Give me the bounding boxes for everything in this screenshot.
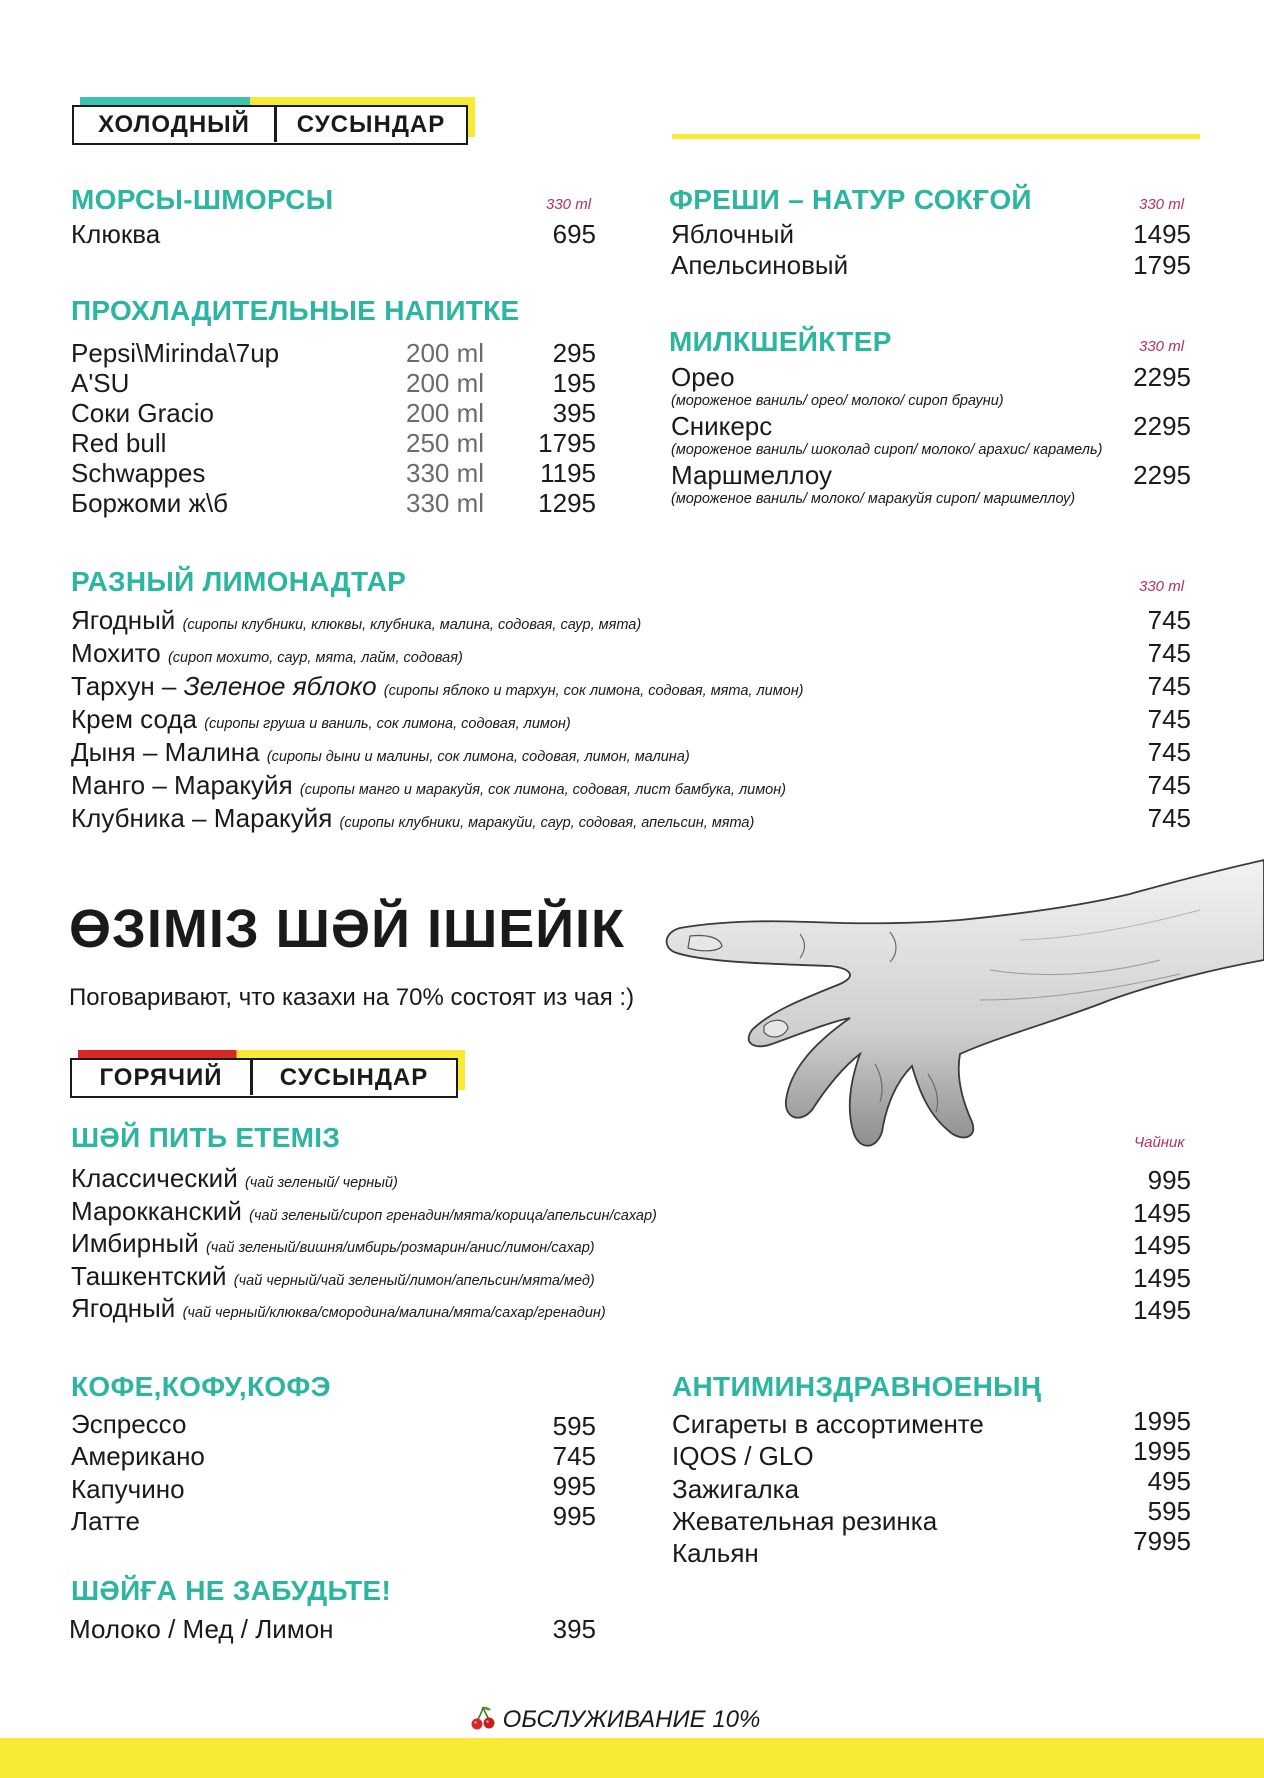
menu-item-price: 745 [1147,671,1191,701]
cold-drinks-label [72,97,476,157]
lemonade-row [71,737,690,772]
section-title-anti: АНТИМИНЗДРАВНОЕНЫҢ [672,1371,1042,1402]
menu-item-name: Мохито [71,638,161,668]
menu-item-volume: 330 ml [406,488,485,518]
menu-item-price: 745 [1147,704,1191,734]
menu-item-name: Тархун – [71,671,184,701]
menu-item-name: Боржоми ж\б [71,488,228,518]
menu-item-price: 1995 [1133,1436,1191,1466]
menu-item-description: (мороженое ваниль/ молоко/ маракуйя сироп/ маршмеллоу) [671,491,1076,507]
menu-item-name: Клубника – Маракуйя [71,803,333,833]
menu-item-name: Ягодный [71,1293,176,1323]
section-title-lemonades: РАЗНЫЙ ЛИМОНАДТАР [71,566,407,597]
menu-item-price: 1995 [1133,1406,1191,1436]
menu-item-description: (чай черный/чай зеленый/лимон/апельсин/мята/мед) [233,1273,595,1289]
menu-item-name: Сигареты в ассортименте [672,1409,984,1439]
label-word-1: ХОЛОДНЫЙ [98,111,250,138]
menu-item-name: Кальян [672,1538,759,1568]
tea-row [71,1163,398,1198]
menu-item-volume: 250 ml [406,428,485,458]
menu-item-price: 2295 [1133,411,1191,441]
section-title-morsy: МОРСЫ-ШМОРСЫ [71,184,334,215]
tea-heading: ӨЗІМІЗ ШӘЙ ІШЕЙІК [69,899,625,959]
label-frame [72,105,468,145]
menu-item-price: 995 [1147,1165,1191,1195]
label-word-2: СУСЫНДАР [296,111,446,138]
menu-item-description: (мороженое ваниль/ орео/ молоко/ сироп брауни) [671,393,1004,409]
menu-item-description: (сиропы клубники, клюквы, клубника, малина, содовая, саур, мята) [182,617,642,633]
menu-item-price: 2295 [1133,362,1191,392]
lemonade-row [71,803,754,838]
menu-item-volume: 200 ml [406,338,485,368]
menu-item-price: 1795 [1133,250,1191,280]
menu-item-name-italic: Зеленое яблоко [183,671,377,701]
menu-item-price: 1495 [1133,1230,1191,1260]
menu-item-price: 395 [552,1614,596,1644]
menu-item-price: 395 [552,398,596,428]
menu-item-name: Марокканский [71,1196,242,1226]
menu-item-name: Манго – Маракуйя [71,770,293,800]
lemonade-row [71,704,571,739]
menu-item-description: (мороженое ваниль/ шоколад сироп/ молоко/ арахис/ карамель) [671,442,1103,458]
menu-item-price: 745 [1147,638,1191,668]
menu-item-description: (сиропы дыни и малины, сок лимона, содовая, лимон, малина) [266,749,690,765]
menu-item-price: 745 [552,1441,596,1471]
menu-item-volume: 200 ml [406,368,485,398]
section-title-cool-drinks: ПРОХЛАДИТЕЛЬНЫЕ НАПИТКЕ [71,295,520,326]
tea-subtitle: Поговаривают, что казахи на 70% состоят из чая :) [69,984,635,1011]
section-title-coffee: КОФЕ,КОФУ,КОФЭ [71,1371,331,1402]
menu-item-name: Капучино [71,1474,185,1504]
menu-item-name: Имбирный [71,1228,199,1258]
menu-item-description: (сиропы манго и маракуйя, сок лимона, содовая, лист бамбука, лимон) [299,782,787,798]
menu-item-price: 745 [1147,803,1191,833]
menu-item-name: Red bull [71,428,167,458]
lemonade-row [71,638,463,673]
section-title-milkshakes: МИЛКШЕЙКТЕР [669,326,892,357]
top-right-yellow-rule [672,134,1200,139]
lemonade-row [71,605,641,640]
service-charge-text: ОБСЛУЖИВАНИЕ 10% [502,1706,761,1733]
menu-item-price: 1495 [1133,1295,1191,1325]
menu-item-price: 745 [1147,770,1191,800]
menu-item-description: (чай зеленый/вишня/имбирь/розмарин/анис/лимон/сахар) [205,1240,595,1256]
menu-item-price: 595 [552,1411,596,1441]
menu-item-name: IQOS / GLO [672,1441,814,1471]
menu-item-name: Pepsi\Mirinda\7up [71,338,280,368]
section-title-addons: ШӘЙҒА НЕ ЗАБУДЬТЕ! [71,1575,392,1606]
menu-item-name: Клюква [71,219,161,249]
menu-item-price: 2295 [1133,460,1191,490]
menu-item-name: Эспрессо [71,1409,187,1439]
menu-item-name: Яблочный [671,219,794,249]
lemonade-row [71,671,804,706]
menu-item-price: 695 [552,219,596,249]
menu-item-price: 745 [1147,737,1191,767]
menu-item-description: (сироп мохито, саур, мята, лайм, содовая) [167,650,463,666]
menu-item-name: Зажигалка [672,1474,800,1504]
menu-item-name: Латте [71,1506,140,1536]
menu-item-name: Крем сода [71,704,197,734]
menu-item-name: Маршмеллоу [671,460,833,490]
lemonade-row [71,770,786,805]
menu-item-price: 995 [552,1471,596,1501]
section-volume-tea: Чайник [1134,1134,1185,1151]
menu-item-price: 1295 [538,488,596,518]
menu-item-name: Молоко / Мед / Лимон [69,1614,334,1644]
menu-item-description: (чай зеленый/сироп гренадин/мята/корица/апельсин/сахар) [249,1208,657,1224]
label-word-2: СУСЫНДАР [279,1064,429,1091]
menu-item-description: (чай черный/клюква/смородина/малина/мята/сахар/гренадин) [182,1305,606,1321]
menu-item-price: 495 [1147,1466,1191,1496]
hot-drinks-label [70,1050,466,1110]
section-title-fresh: ФРЕШИ – НАТУР СОКҒОЙ [669,184,1032,215]
service-charge-note [470,1705,760,1734]
menu-item-price: 745 [1147,605,1191,635]
menu-item-name: Ташкентский [71,1261,227,1291]
menu-item-description: (сиропы клубники, маракуйи, саур, содовая, апельсин, мята) [339,815,755,831]
menu-item-price: 1195 [540,458,596,488]
menu-item-name: Жевательная резинка [672,1506,938,1536]
menu-item-price: 1495 [1133,1198,1191,1228]
menu-item-price: 595 [1147,1496,1191,1526]
menu-item-price: 1495 [1133,219,1191,249]
section-volume-fresh: 330 ml [1139,196,1185,213]
menu-item-name: Орео [671,362,735,392]
menu-item-name: Сникерс [671,411,773,441]
menu-item-description: (сиропы груша и ваниль, сок лимона, содовая, лимон) [204,716,571,732]
menu-item-volume: 200 ml [406,398,485,428]
menu-item-price: 995 [552,1501,596,1531]
section-title-tea: ШӘЙ ПИТЬ ЕТЕМІЗ [71,1122,341,1153]
menu-item-name: Ягодный [71,605,176,635]
section-volume-milkshakes: 330 ml [1139,338,1185,355]
tea-row [71,1261,595,1296]
menu-item-volume: 330 ml [406,458,485,488]
menu-item-name: Дыня – Малина [71,737,260,767]
section-volume-lemonades: 330 ml [1139,578,1185,595]
section-volume-morsy: 330 ml [546,196,592,213]
label-frame [70,1058,458,1098]
menu-item-description: (сиропы яблоко и тархун, сок лимона, содовая, мята, лимон) [383,683,804,699]
menu-item-description: (чай зеленый/ черный) [244,1175,398,1191]
menu-item-name: A'SU [71,368,130,398]
menu-item-price: 1795 [538,428,596,458]
tea-row [71,1196,657,1231]
menu-item-name: Американо [71,1441,205,1471]
bottom-yellow-band [0,1738,1264,1778]
menu-item-name: Апельсиновый [671,250,849,280]
menu-item-price: 1495 [1133,1263,1191,1293]
tea-row [71,1293,606,1328]
menu-item-name: Соки Gracio [71,398,214,428]
menu-item-name: Классический [71,1163,238,1193]
menu-item-name: Schwappes [71,458,206,488]
menu-item-price: 295 [552,338,596,368]
cherry-icon [470,1705,496,1731]
menu-item-price: 7995 [1133,1526,1191,1556]
menu-item-price: 195 [552,368,596,398]
label-word-1: ГОРЯЧИЙ [99,1064,223,1091]
tea-row [71,1228,595,1263]
